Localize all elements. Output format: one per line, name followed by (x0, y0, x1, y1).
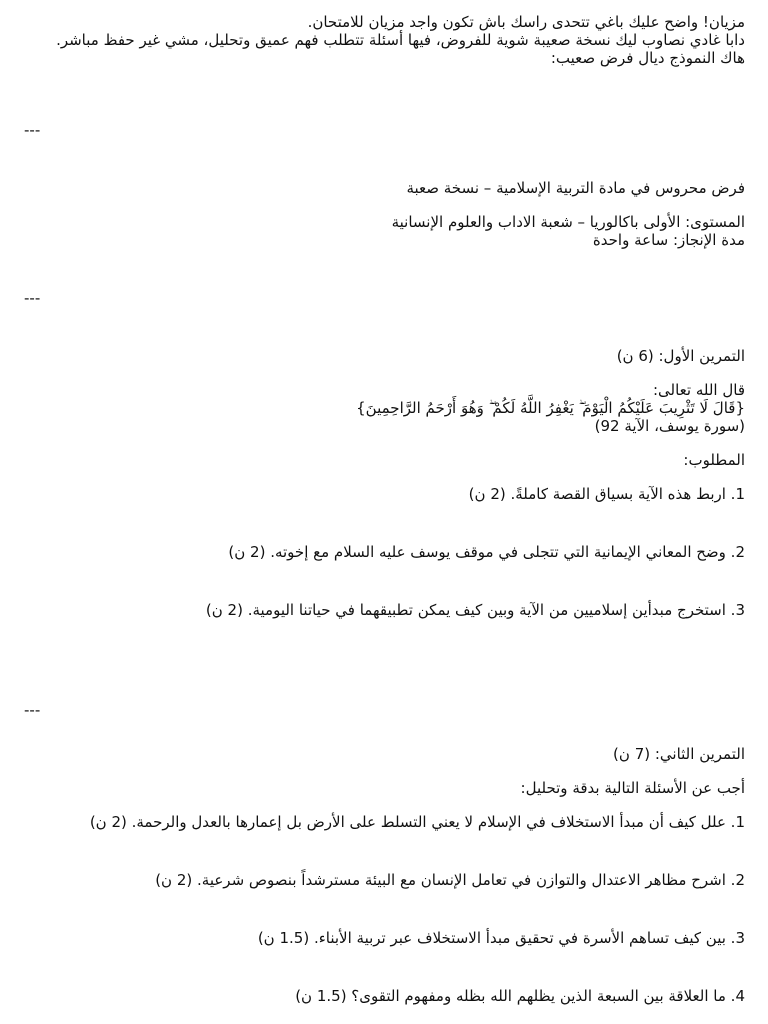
exam-duration: مدة الإنجاز: ساعة واحدة (592, 231, 745, 249)
exercise2-title: التمرين الثاني: (7 ن) (613, 745, 745, 763)
exercise1-intro: قال الله تعالى: (652, 381, 745, 399)
exam-level: المستوى: الأولى باكالوريا – شعبة الاداب والعلوم الإنسانية (391, 213, 745, 231)
exercise1-question-2: 2. وضح المعاني الإيمانية التي تتجلى في موقف يوسف عليه السلام مع إخوته. (2 ن) (228, 543, 745, 561)
exercise1-verse: {قَالَ لَا تَثْرِيبَ عَلَيْكُمُ الْيَوْمَ ۖ يَغْفِرُ اللَّهُ لَكُمْ ۖ وَهُوَ أَرْحَمُ الرَّاحِمِينَ} (356, 399, 745, 417)
exercise1-question-1: 1. اربط هذه الآية بسياق القصة كاملةً. (2 ن) (468, 485, 745, 503)
exam-title: فرض محروس في مادة التربية الإسلامية – نسخة صعبة (406, 179, 745, 197)
exercise2-intro: أجب عن الأسئلة التالية بدقة وتحليل: (520, 779, 745, 797)
intro-line-3: هاك النموذج ديال فرض صعيب: (550, 49, 745, 67)
exercise1-required: المطلوب: (683, 451, 745, 469)
exercise2-question-1: 1. علل كيف أن مبدأ الاستخلاف في الإسلام لا يعني التسلط على الأرض بل إعمارها بالعدل والرحمة. (2 ن) (89, 813, 745, 831)
exercise1-title: التمرين الأول: (6 ن) (616, 347, 745, 365)
separator: --- (24, 289, 41, 307)
intro-line-1: مزيان! واضح عليك باغي تتحدى راسك باش تكون واجد مزيان للامتحان. (307, 13, 745, 31)
separator: --- (24, 701, 41, 719)
separator: --- (24, 121, 41, 139)
exercise1-question-3: 3. استخرج مبدأين إسلاميين من الآية وبين كيف يمكن تطبيقهما في حياتنا اليومية. (2 ن) (205, 601, 745, 619)
intro-line-2: دابا غادي نصاوب ليك نسخة صعيبة شوية للفروض، فيها أسئلة تتطلب فهم عميق وتحليل، مشي غير حفظ مباشر. (56, 31, 745, 49)
exercise2-question-4: 4. ما العلاقة بين السبعة الذين يظلهم الله بظله ومفهوم التقوى؟ (1.5 ن) (295, 987, 745, 1005)
exercise2-question-2: 2. اشرح مظاهر الاعتدال والتوازن في تعامل الإنسان مع البيئة مسترشداً بنصوص شرعية. (2 ن) (155, 871, 745, 889)
exercise2-question-3: 3. بين كيف تساهم الأسرة في تحقيق مبدأ الاستخلاف عبر تربية الأبناء. (1.5 ن) (257, 929, 745, 947)
exercise1-reference: (سورة يوسف، الآية 92) (594, 417, 745, 435)
